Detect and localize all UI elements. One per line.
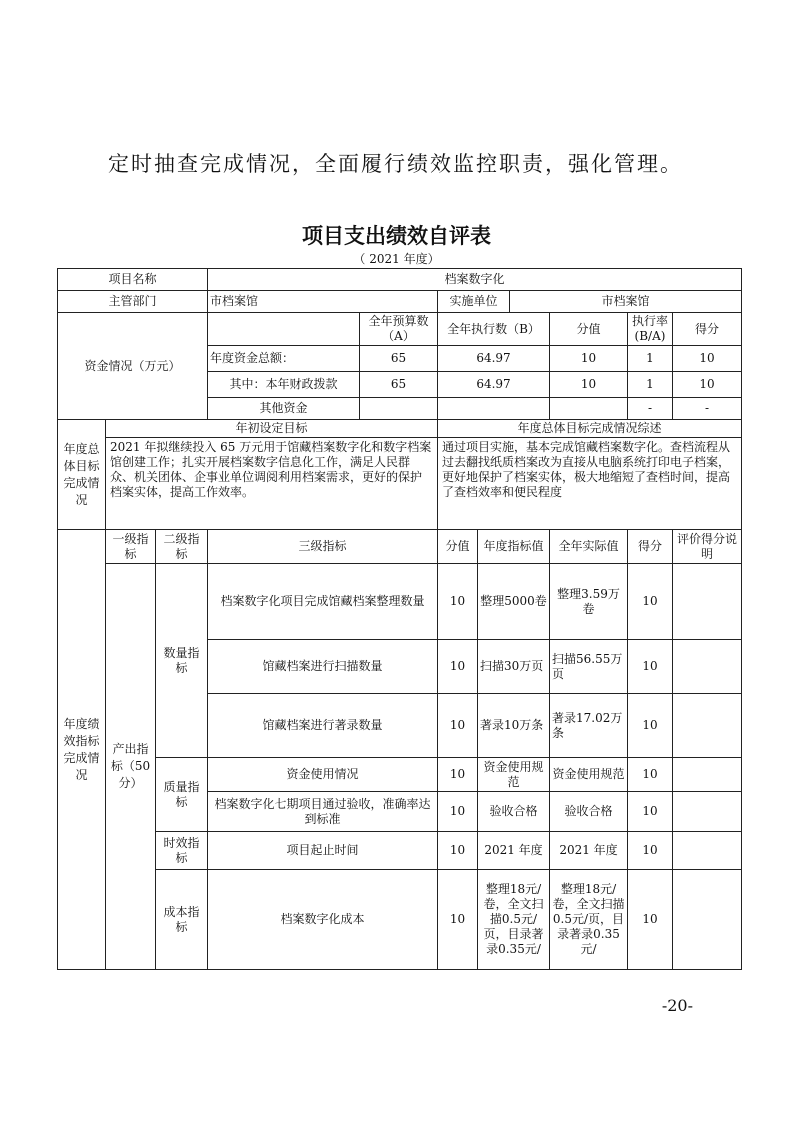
ind-note: [673, 640, 742, 694]
funds-row-budget: 65: [360, 372, 438, 398]
funds-row-exec: [438, 398, 550, 420]
funds-row-name: 年度资金总额：: [208, 346, 360, 372]
ind-level2: 数量指标: [156, 564, 208, 758]
funds-header-score: 得分: [673, 313, 742, 346]
table-row: [58, 832, 742, 870]
funds-row-budget: [360, 398, 438, 420]
ind-level3: 项目起止时间: [208, 832, 438, 870]
funds-header-budget: 全年预算数（A）: [360, 313, 438, 346]
ind-score: 10: [628, 694, 673, 758]
dept-value: 市档案馆: [208, 291, 438, 313]
table-row: [58, 758, 742, 792]
funds-row-rate: -: [628, 398, 673, 420]
funds-header-exec: 全年执行数（B）: [438, 313, 550, 346]
ind-value: 10: [438, 564, 478, 640]
ind-header-level3: 三级指标: [208, 530, 438, 564]
table-subtitle: （ 2021 年度）: [353, 252, 440, 266]
ind-level3: 档案数字化七期项目通过验收，准确率达到标准: [208, 792, 438, 832]
funds-row-score: 10: [673, 372, 742, 398]
ind-level3: 档案数字化成本: [208, 870, 438, 970]
indicators-label: 年度绩效指标完成情况: [58, 530, 106, 970]
ind-actual: 著录17.02万条: [550, 694, 628, 758]
table-row: [58, 530, 742, 564]
table-row: [58, 269, 742, 291]
ind-note: [673, 792, 742, 832]
funds-row-value: 10: [550, 346, 628, 372]
funds-row-score: 10: [673, 346, 742, 372]
ind-value: 10: [438, 640, 478, 694]
ind-target: 2021 年度: [478, 832, 550, 870]
funds-header-rate: 执行率(B/A): [628, 313, 673, 346]
table-row: [58, 870, 742, 970]
ind-score: 10: [628, 758, 673, 792]
project-name-label: 项目名称: [58, 269, 208, 291]
funds-row-exec: 64.97: [438, 372, 550, 398]
ind-note: [673, 870, 742, 970]
ind-value: 10: [438, 758, 478, 792]
funds-row-budget: 65: [360, 346, 438, 372]
ind-level3: 资金使用情况: [208, 758, 438, 792]
ind-level1: 产出指标（50分）: [106, 564, 156, 970]
ind-header-level2: 二级指标: [156, 530, 208, 564]
ind-score: 10: [628, 640, 673, 694]
ind-target: 资金使用规范: [478, 758, 550, 792]
ind-score: 10: [628, 564, 673, 640]
goals-initial-text: 2021 年拟继续投入 65 万元用于馆藏档案数字化和数字档案馆创建工作；扎实开展档案数字信息化工作，满足人民群众、机关团体、企事业单位调阅利用档案需求，更好的保护档案实体，提高工作效率。: [106, 438, 438, 530]
ind-note: [673, 564, 742, 640]
ind-value: 10: [438, 832, 478, 870]
ind-actual: 资金使用规范: [550, 758, 628, 792]
funds-row-exec: 64.97: [438, 346, 550, 372]
ind-actual: 2021 年度: [550, 832, 628, 870]
ind-actual: 整理3.59万卷: [550, 564, 628, 640]
table-row: [58, 420, 742, 438]
table-row: [58, 313, 742, 346]
impl-value: 市档案馆: [510, 291, 742, 313]
ind-score: 10: [628, 832, 673, 870]
ind-value: 10: [438, 694, 478, 758]
funds-row-name: 其他资金: [208, 398, 360, 420]
ind-actual: 扫描56.55万页: [550, 640, 628, 694]
ind-note: [673, 694, 742, 758]
goals-summary-text: 通过项目实施，基本完成馆藏档案数字化。查档流程从过去翻找纸质档案改为直接从电脑系统打印电子档案，更好地保护了档案实体，极大地缩短了查档时间，提高了查档效率和便民程度: [438, 438, 742, 530]
ind-target: 扫描30万页: [478, 640, 550, 694]
ind-value: 10: [438, 870, 478, 970]
ind-score: 10: [628, 792, 673, 832]
funds-row-value: 10: [550, 372, 628, 398]
project-name-value: 档案数字化: [208, 269, 742, 291]
ind-level3: 馆藏档案进行著录数量: [208, 694, 438, 758]
table-title: 项目支出绩效自评表: [302, 224, 491, 248]
performance-table: [57, 268, 742, 970]
ind-score: 10: [628, 870, 673, 970]
impl-label: 实施单位: [438, 291, 510, 313]
ind-level2: 质量指标: [156, 758, 208, 832]
ind-header-actual: 全年实际值: [550, 530, 628, 564]
ind-actual: 验收合格: [550, 792, 628, 832]
ind-target: 整理5000卷: [478, 564, 550, 640]
ind-level3: 档案数字化项目完成馆藏档案整理数量: [208, 564, 438, 640]
ind-value: 10: [438, 792, 478, 832]
ind-target: 著录10万条: [478, 694, 550, 758]
ind-actual: 整理18元/卷，全文扫描0.5元/页，目录著录0.35元/: [550, 870, 628, 970]
ind-note: [673, 832, 742, 870]
table-row: [58, 564, 742, 640]
funds-header-value: 分值: [550, 313, 628, 346]
funds-label: 资金情况（万元）: [58, 313, 208, 420]
table-row: [58, 438, 742, 530]
funds-row-name: 其中：本年财政拨款: [208, 372, 360, 398]
funds-row-value: [550, 398, 628, 420]
funds-row-score: -: [673, 398, 742, 420]
ind-target: 验收合格: [478, 792, 550, 832]
table-row: [58, 291, 742, 313]
page-number: -20-: [661, 996, 693, 1015]
goals-initial-label: 年初设定目标: [106, 420, 438, 438]
goals-label: 年度总体目标完成情况: [58, 420, 106, 530]
funds-row-rate: 1: [628, 372, 673, 398]
ind-header-level1: 一级指标: [106, 530, 156, 564]
ind-target: 整理18元/卷，全文扫描0.5元/页，目录著录0.35元/: [478, 870, 550, 970]
ind-header-note: 评价得分说明: [673, 530, 742, 564]
funds-row-rate: 1: [628, 346, 673, 372]
ind-header-value: 分值: [438, 530, 478, 564]
ind-note: [673, 758, 742, 792]
intro-paragraph: 定时抽查完成情况，全面履行绩效监控职责，强化管理。: [108, 152, 683, 176]
ind-header-target: 年度指标值: [478, 530, 550, 564]
ind-level2: 成本指标: [156, 870, 208, 970]
ind-level2: 时效指标: [156, 832, 208, 870]
goals-summary-label: 年度总体目标完成情况综述: [438, 420, 742, 438]
ind-header-score: 得分: [628, 530, 673, 564]
funds-header-blank: [208, 313, 360, 346]
ind-level3: 馆藏档案进行扫描数量: [208, 640, 438, 694]
dept-label: 主管部门: [58, 291, 208, 313]
